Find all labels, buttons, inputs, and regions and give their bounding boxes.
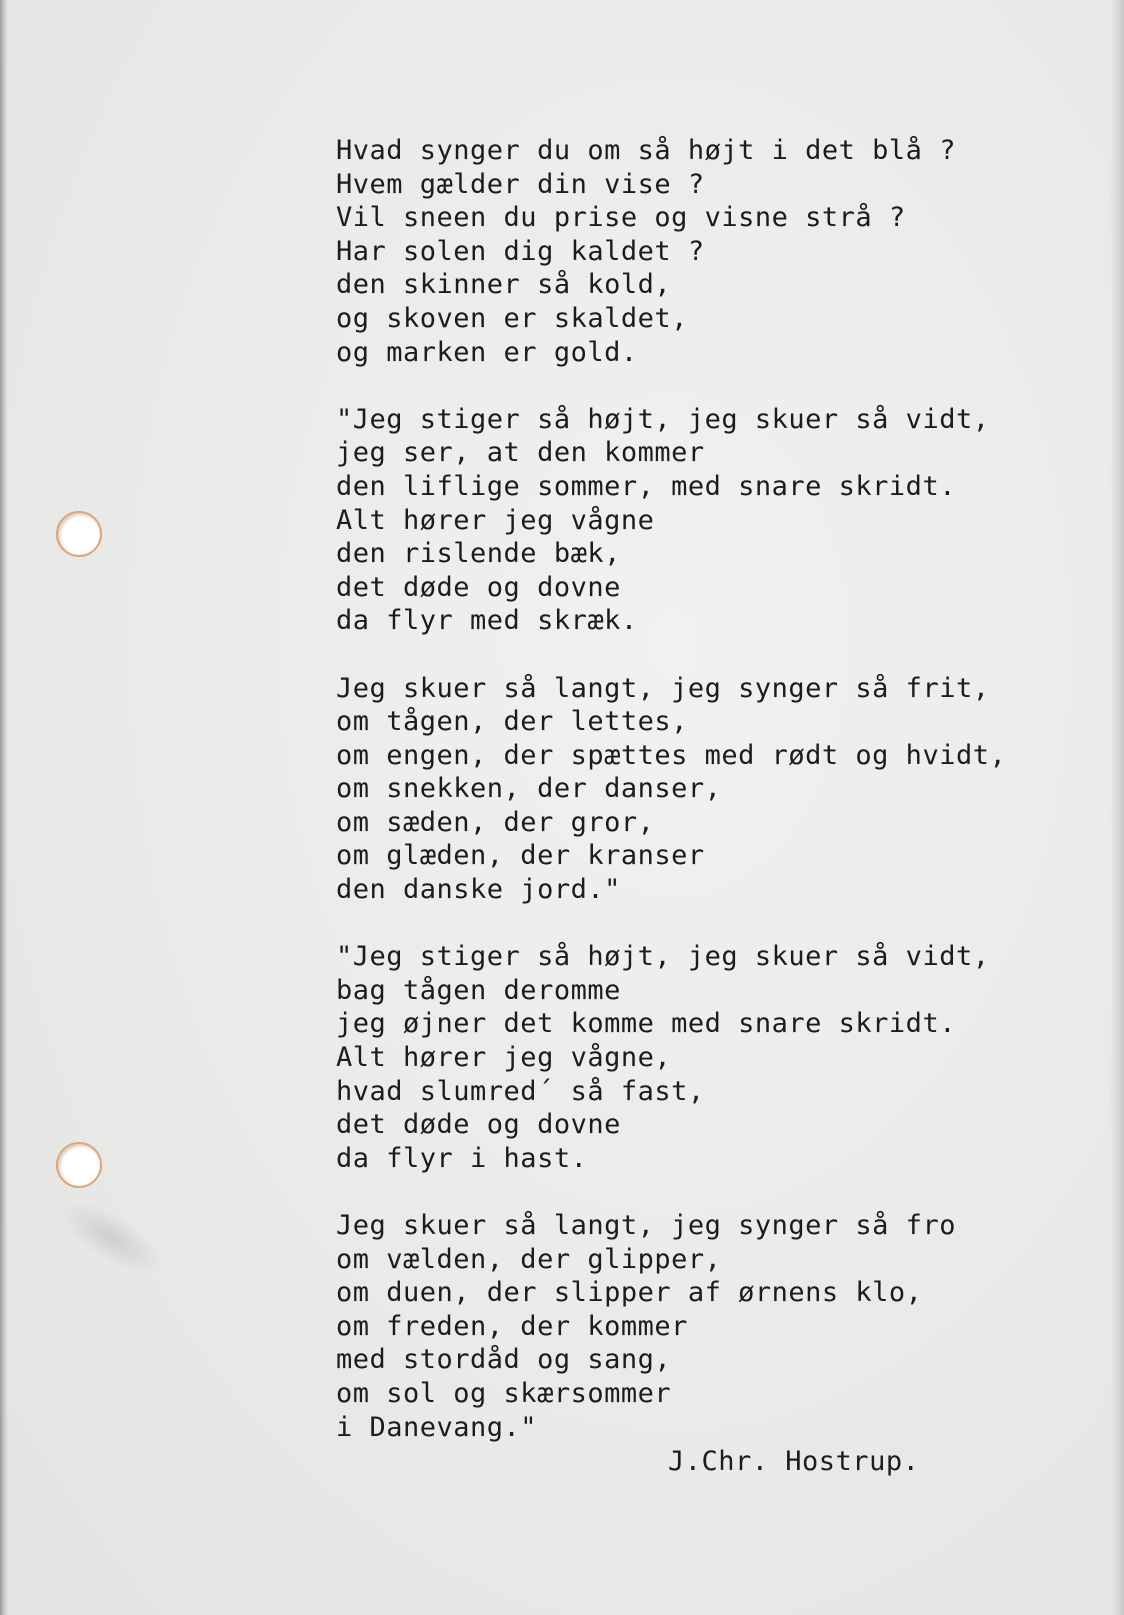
poem-text <box>336 134 1056 1478</box>
poem-line: Hvem gælder din vise ? <box>336 168 705 200</box>
stanza-2 <box>336 403 1056 638</box>
poem-line: den danske jord." <box>336 874 621 906</box>
poem-line: om freden, der kommer <box>336 1310 688 1342</box>
poem-line: bag tågen deromme <box>336 974 621 1006</box>
poem-line: jeg ser, at den kommer <box>336 437 705 469</box>
poem-line: "Jeg stiger så højt, jeg skuer så vidt, <box>336 941 990 973</box>
stanza-1 <box>336 134 1056 369</box>
punch-hole-top <box>56 511 102 557</box>
poem-line: om tågen, der lettes, <box>336 706 688 738</box>
poem-line: den skinner så kold, <box>336 269 672 301</box>
poem-line: hvad slumred´ så fast, <box>336 1075 705 1107</box>
poem-line: Hvad synger du om så højt i det blå ? <box>336 135 956 166</box>
poem-line: Jeg skuer så langt, jeg synger så fro <box>336 1210 956 1241</box>
page-right-edge <box>1110 0 1124 1615</box>
poem-line: om duen, der slipper af ørnens klo, <box>336 1277 923 1309</box>
punch-hole-bottom <box>56 1142 102 1188</box>
poem-line: Har solen dig kaldet ? <box>336 235 705 267</box>
poem-line: Vil sneen du prise og visne strå ? <box>336 202 906 234</box>
poem-line: med stordåd og sang, <box>336 1344 672 1376</box>
poem-line: jeg øjner det komme med snare skridt. <box>336 1008 956 1040</box>
stanza-5 <box>336 1209 1056 1444</box>
poem-line: det døde og dovne <box>336 1109 621 1141</box>
poem-line: om vælden, der glipper, <box>336 1243 722 1275</box>
poem-line: om sol og skærsommer <box>336 1377 672 1409</box>
poem-line: og skoven er skaldet, <box>336 302 688 334</box>
poem-line: om engen, der spættes med rødt og hvidt, <box>336 739 1007 771</box>
poem-line: Jeg skuer så langt, jeg synger så frit, <box>336 672 990 704</box>
author-signature: J.Chr. Hostrup. <box>668 1446 920 1477</box>
poem-line: den rislende bæk, <box>336 538 621 570</box>
poem-line: da flyr i hast. <box>336 1142 588 1174</box>
poem-line: om sæden, der gror, <box>336 806 655 838</box>
poem-line: da flyr med skræk. <box>336 605 638 637</box>
poem-line: i Danevang." <box>336 1411 538 1443</box>
poem-line: om snekken, der danser, <box>336 773 722 805</box>
poem-line: og marken er gold. <box>336 336 638 368</box>
poem-line: det døde og dovne <box>336 571 621 603</box>
page-left-edge <box>0 0 8 1615</box>
poem-line: "Jeg stiger så højt, jeg skuer så vidt, <box>336 403 990 435</box>
poem-line: den liflige sommer, med snare skridt. <box>336 470 956 502</box>
poem-line: om glæden, der kranser <box>336 840 705 872</box>
poem-line: Alt hører jeg vågne, <box>336 1042 672 1074</box>
poem-line: Alt hører jeg vågne <box>336 504 655 536</box>
paper-smudge <box>49 1187 175 1290</box>
stanza-3 <box>336 672 1056 907</box>
stanza-4 <box>336 940 1056 1175</box>
